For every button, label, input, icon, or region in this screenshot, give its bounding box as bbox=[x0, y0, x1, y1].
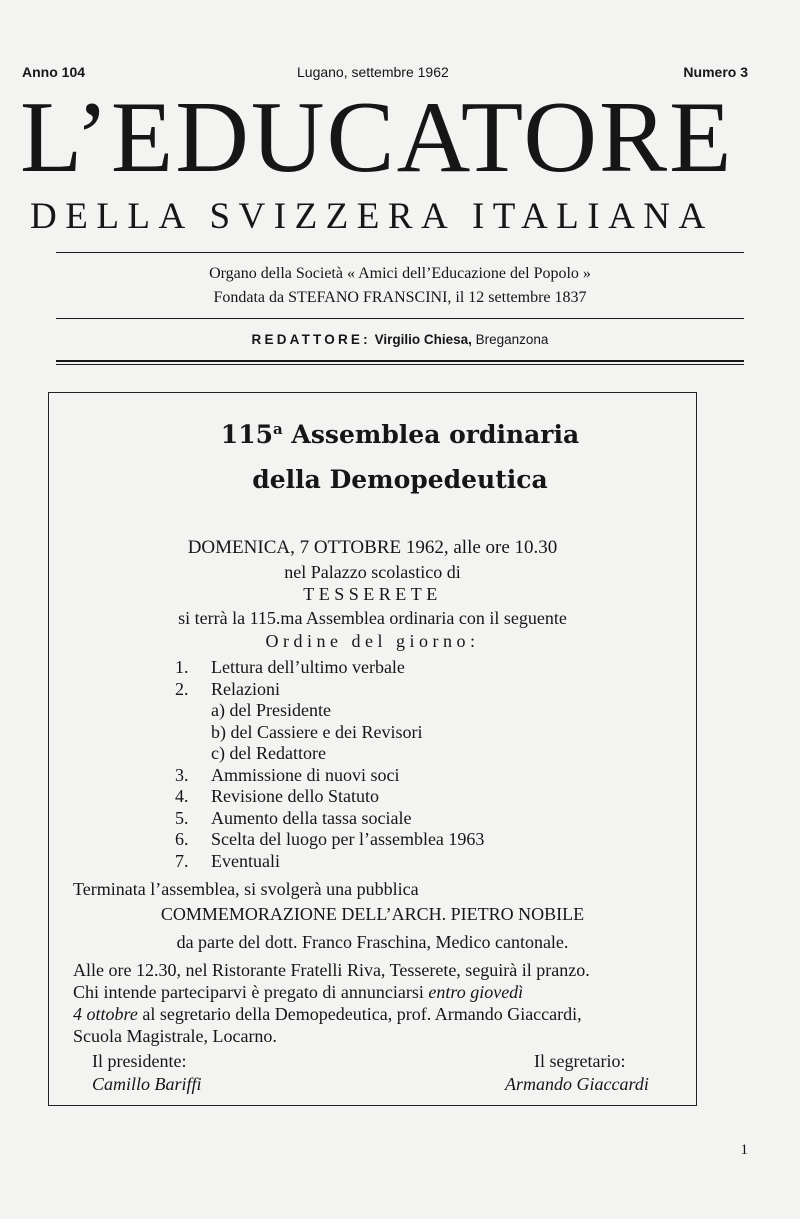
page-number: 1 bbox=[740, 1142, 748, 1158]
agenda-item-number: 7. bbox=[175, 850, 189, 871]
lunch-line-3-italic: 4 ottobre bbox=[73, 1004, 138, 1024]
editor-label: REDATTORE: bbox=[251, 332, 371, 347]
agenda-item-number: 3. bbox=[175, 764, 189, 785]
secretary-name: Armando Giaccardi bbox=[505, 1074, 649, 1094]
lunch-line-3 bbox=[73, 1003, 582, 1025]
masthead-title: L’EDUCATORE bbox=[20, 81, 734, 194]
commemoration-line: COMMEMORAZIONE DELL’ARCH. PIETRO NOBILE bbox=[160, 904, 585, 924]
agenda-item bbox=[175, 656, 655, 678]
after-assembly-line: Terminata l’assemblea, si svolgerà una pubblica bbox=[73, 879, 419, 899]
agenda-item-text: c) del Redattore bbox=[211, 743, 326, 763]
agenda-item bbox=[175, 699, 655, 721]
lunch-line-2-italic: entro giovedì bbox=[428, 982, 524, 1002]
place-date: Lugano, settembre 1962 bbox=[297, 64, 449, 80]
town-name: TESSERETE bbox=[303, 584, 442, 604]
title-rest: Assemblea ordinaria bbox=[282, 420, 580, 449]
agenda-item-text: Ammissione di nuovi soci bbox=[211, 764, 400, 785]
agenda-item-number: 2. bbox=[175, 678, 189, 699]
agenda-item-number: 4. bbox=[175, 786, 189, 806]
lunch-line-3-text: al segretario della Demopedeutica, prof. Armando Giaccardi, bbox=[137, 1004, 582, 1024]
assembly-title bbox=[0, 420, 800, 449]
agenda-item-number: 1. bbox=[175, 657, 189, 677]
secretary-label: Il segretario: bbox=[534, 1051, 626, 1071]
president-name: Camillo Bariffi bbox=[92, 1074, 202, 1094]
organ-line-2: Fondata da STEFANO FRANSCINI, il 12 settembre 1837 bbox=[213, 289, 587, 306]
agenda-item-text: a) del Presidente bbox=[211, 700, 331, 720]
speaker-line: da parte del dott. Franco Fraschina, Medico cantonale. bbox=[176, 932, 569, 952]
editor-place: Breganzona bbox=[475, 332, 549, 347]
agenda-item bbox=[175, 764, 655, 786]
venue-line: nel Palazzo scolastico di bbox=[284, 562, 461, 582]
agenda-item bbox=[175, 828, 655, 850]
agenda-item-text: b) del Cassiere e dei Revisori bbox=[211, 721, 423, 742]
rule-double-a bbox=[56, 360, 744, 362]
agenda-item-text: Revisione dello Statuto bbox=[211, 786, 379, 806]
editor-name: Virgilio Chiesa, bbox=[374, 332, 472, 347]
intro-line: si terrà la 115.ma Assemblea ordinaria con il seguente bbox=[178, 608, 567, 628]
issue-number: Numero 3 bbox=[683, 64, 748, 80]
rule-double-b bbox=[56, 364, 744, 365]
editor-line bbox=[56, 332, 744, 347]
agenda-item bbox=[175, 850, 655, 872]
agenda-item bbox=[175, 785, 655, 807]
title-ordinal: a bbox=[272, 420, 283, 438]
volume-label: Anno 104 bbox=[22, 64, 86, 80]
agenda-heading: Ordine del giorno: bbox=[265, 631, 480, 651]
agenda-item-text: Lettura dell’ultimo verbale bbox=[211, 657, 405, 677]
agenda-item bbox=[175, 807, 655, 829]
agenda-item bbox=[175, 678, 655, 700]
organ-line-1: Organo della Società « Amici dell’Educazione del Popolo » bbox=[209, 265, 591, 282]
lunch-line-1: Alle ore 12.30, nel Ristorante Fratelli Riva, Tesserete, seguirà il pranzo. bbox=[73, 960, 590, 980]
title-number: 115 bbox=[220, 420, 273, 449]
rule-top bbox=[56, 252, 744, 253]
agenda-item bbox=[175, 742, 655, 764]
assembly-title-line-2: della Demopedeutica bbox=[252, 465, 548, 494]
lunch-line-2 bbox=[73, 981, 523, 1003]
president-label: Il presidente: bbox=[92, 1051, 187, 1071]
lunch-line-2-text: Chi intende parteciparvi è pregato di annunciarsi bbox=[73, 982, 429, 1002]
masthead-subtitle: DELLA SVIZZERA ITALIANA bbox=[30, 196, 714, 237]
lunch-line-4: Scuola Magistrale, Locarno. bbox=[73, 1026, 277, 1046]
agenda-item-number: 6. bbox=[175, 829, 189, 849]
agenda-item-text: Relazioni bbox=[211, 678, 280, 699]
organ-statement bbox=[56, 262, 744, 310]
agenda-item-text: Scelta del luogo per l’assemblea 1963 bbox=[211, 829, 485, 849]
agenda-item-text: Aumento della tassa sociale bbox=[211, 807, 412, 828]
agenda-item bbox=[175, 721, 655, 743]
rule-middle bbox=[56, 318, 744, 319]
date-line: DOMENICA, 7 OTTOBRE 1962, alle ore 10.30 bbox=[187, 537, 558, 558]
agenda-item-number: 5. bbox=[175, 807, 189, 828]
agenda-item-text: Eventuali bbox=[211, 850, 280, 871]
